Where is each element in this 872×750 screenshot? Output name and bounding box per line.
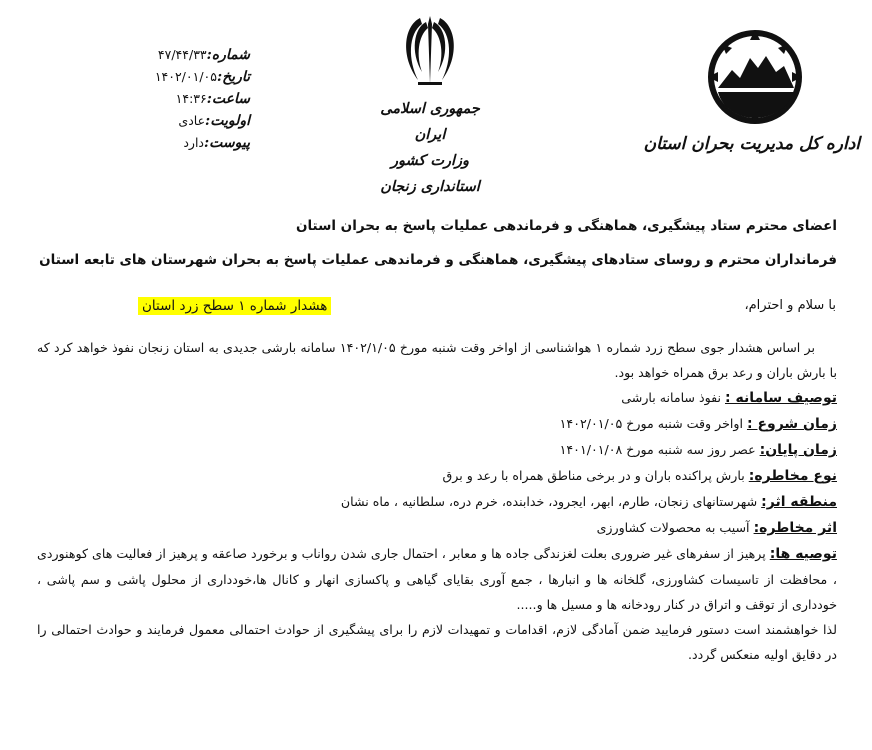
closing-paragraph: لذا خواهشمند است دستور فرمایید ضمن آمادگی لازم، اقدامات و تمهیدات لازم را برای پیشگیری از حوادث احتمالی معمول فرمایند و حوادث احتمالی را در دقایق اولیه منعکس گردد. [37,622,837,662]
field-value: پرهیز از سفرهای غیر ضروری بعلت لغزندگی جاده ها و معابر ، احتمال جاری شدن رواناب و برخورد صاعقه و پرهیز از فعالیت های کوهنوردی ، محافظت از تاسیسات کشاورزی، گلخانه ها و انبارها ، جمع آوری بقایای گیاهی و پاکسازی انهار و کانال ها،خودداری از محلول پاشی و سم پاشی ، خودداری از توقف و اتراق در کنار رودخانه ها و مسیل ها و..... [37,546,837,612]
field-end [37,437,837,463]
org-header [643,28,860,154]
letter-body [37,335,837,667]
meta-value: ۴۷/۴۴/۳۳ [157,47,207,62]
field-label: زمان پایان: [759,442,837,458]
field-label: منطقه اثر: [761,494,837,510]
meta-label: شماره: [206,47,250,63]
meta-number [100,44,250,66]
crisis-management-logo-icon [706,28,804,126]
field-effect [37,515,837,541]
field-value: اواخر وقت شنبه مورخ ۱۴۰۲/۰۱/۰۵ [559,416,743,431]
meta-value: ۱۴۰۲/۰۱/۰۵ [154,69,217,84]
meta-label: اولویت: [205,113,250,129]
intro-paragraph: بر اساس هشدار جوی سطح زرد شماره ۱ هواشناسی از اواخر وقت شنبه مورخ ۱۴۰۲/۱/۰۵ سامانه بارشی جدیدی به استان زنجان نفوذ خواهد کرد که با بارش باران و رعد برق همراه خواهد بود. [37,340,837,380]
field-label: توصیه ها: [769,546,837,562]
org-name: اداره کل مدیریت بحران استان [643,134,860,154]
meta-label: پیوست: [204,135,250,151]
field-value: شهرستانهای زنجان، طارم، ابهر، ایجرود، خدابنده، خرم دره، سلطانیه ، ماه نشان [340,494,758,509]
greeting: با سلام و احترام، [744,298,836,313]
field-label: زمان شروع : [746,416,837,432]
meta-value: ۱۴:۳۶ [175,91,207,106]
field-value: عصر روز سه شنبه مورخ ۱۴۰۱/۰۱/۰۸ [559,442,756,457]
emblem-line-country: جمهوری اسلامی ایران [380,100,480,143]
field-recommendations [37,541,837,617]
warning-title: هشدار شماره ۱ سطح زرد استان [138,297,331,315]
meta-time [100,88,250,110]
field-label: توصیف سامانه : [725,390,837,406]
field-area [37,489,837,515]
state-header [365,12,495,200]
iran-emblem-icon [398,12,462,90]
field-value: آسیب به محصولات کشاورزی [596,520,750,535]
field-value: نفوذ سامانه بارشی [621,390,721,405]
addressee-line-1: اعضای محترم ستاد پیشگیری، هماهنگی و فرماندهی عملیات پاسخ به بحران استان [295,218,837,234]
field-value: بارش پراکنده باران و در برخی مناطق همراه با رعد و برق [442,468,745,483]
field-hazard-type [37,463,837,489]
meta-label: تاریخ: [216,69,250,85]
meta-attachment [100,132,250,154]
letter-meta [100,44,250,154]
emblem-line-governorate: استانداری زنجان [380,178,480,195]
field-label: اثر مخاطره: [753,520,837,536]
addressee-line-2: فرمانداران محترم و روسای ستادهای پیشگیری، هماهنگی و فرماندهی عملیات پاسخ به بحران شهرستان های تابعه استان [39,252,837,268]
field-system [37,385,837,411]
meta-priority [100,110,250,132]
meta-label: ساعت: [206,91,250,107]
emblem-line-ministry: وزارت کشور [390,152,470,169]
meta-value: عادی [178,113,206,128]
field-start [37,411,837,437]
field-label: نوع مخاطره: [748,468,837,484]
meta-value: دارد [183,135,204,150]
meta-date [100,66,250,88]
